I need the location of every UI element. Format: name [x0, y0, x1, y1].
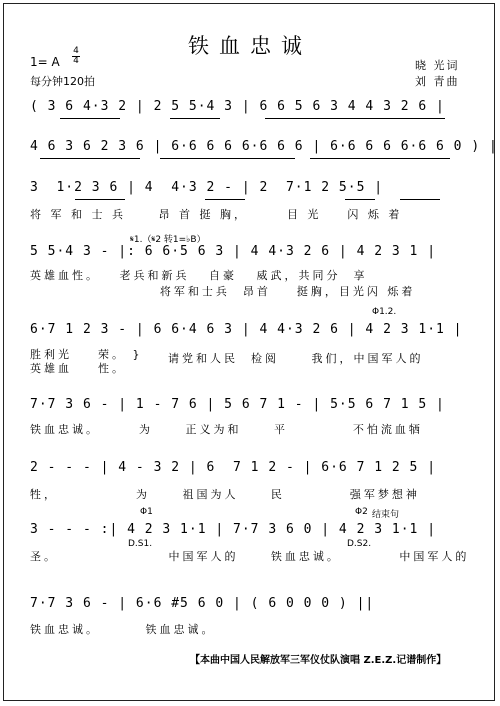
ds1-marking: D.S1.: [128, 539, 153, 549]
composer-credit: 刘 青曲: [415, 75, 460, 88]
beam-line: [310, 158, 450, 159]
beam-line: [265, 118, 445, 119]
time-top: 4: [73, 46, 79, 56]
beam-line: [205, 199, 245, 200]
beam-line: [160, 158, 295, 159]
beam-line: [345, 199, 375, 200]
beam-line: [40, 158, 140, 159]
tempo-marking: 每分钟120拍: [30, 75, 95, 88]
beam-line: [400, 199, 440, 200]
key-signature: 1= A: [30, 55, 60, 69]
lyric-row-7: 牲， 为 祖国为人 民 强军梦想神: [30, 488, 420, 501]
lyric-row-5a: 胜利光 荣。 }: [30, 348, 143, 361]
lyric-row-8: 圣。 中国军人的 铁血忠诚。 中国军人的: [30, 550, 470, 563]
notation-row-1: ( 3 6 4·3 2 | 2 5 5·4 3 | 6 6 5 6 3 4 4 3 2 6 |: [30, 99, 445, 114]
coda-2-marking: Φ2: [355, 507, 368, 517]
notation-row-9: 7·7 3 6 - | 6·6 #5 6 0 | ( 6 0 0 0 ) ||: [30, 596, 375, 611]
notation-row-8: 3 - - - :| 4 2 3 1·1 | 7·7 3 6 0 | 4 2 3 1·1 |: [30, 522, 437, 537]
notation-row-4: 5 5·4 3 - |: 6 6·5 6 3 | 4 4·3 2 6 | 4 2 3 1 |: [30, 244, 437, 259]
notation-row-6: 7·7 3 6 - | 1 - 7 6 | 5 6 7 1 - | 5·5 6 7 1 5 |: [30, 397, 445, 412]
ds2-marking: D.S2.: [347, 539, 372, 549]
lyric-row-4b: 将军和士兵 昂首 挺胸，目光闪 烁着: [30, 285, 416, 298]
beam-line: [60, 118, 120, 119]
lyric-row-3: 将 军 和 士 兵 昂 首 挺 胸， 目 光 闪 烁 着: [30, 208, 403, 221]
end-phrase-marking: 结束句: [372, 510, 400, 520]
beam-line: [75, 199, 125, 200]
footer-note: 【本曲中国人民解放军三军仪仗队演唱 Z.E.Z.记谱制作】: [190, 655, 447, 666]
lyric-row-5b: 英雄血 性。: [30, 362, 126, 375]
notation-row-2: 4 6 3 6 2 3 6 | 6·6 6 6 6·6 6 6 | 6·6 6 6 6·6 6 0 ) |: [30, 139, 498, 154]
song-title: 铁血忠诚: [188, 34, 312, 58]
coda-1-2-marking: Φ1.2.: [372, 307, 397, 317]
time-bottom: 4: [73, 56, 79, 66]
lyric-row-5c: 请党和人民 检阅 我们，中国军人的: [155, 352, 424, 365]
lyric-row-4a: 英雄血性。 老兵和新兵 自豪 威武，共同分 享: [30, 269, 368, 282]
coda-1-marking: Φ1: [140, 507, 153, 517]
time-signature: [72, 47, 80, 66]
notation-row-7: 2 - - - | 4 - 3 2 | 6 7 1 2 - | 6·6 7 1 2 5 |: [30, 460, 437, 475]
beam-line: [170, 118, 220, 119]
notation-row-5: 6·7 1 2 3 - | 6 6·4 6 3 | 4 4·3 2 6 | 4 2 3 1·1 |: [30, 322, 463, 337]
segno-marking: 𝄋1.（𝄋2 转1=♭B）: [130, 235, 206, 245]
lyricist-credit: 晓 光词: [415, 59, 460, 72]
notation-row-3: 3 1·2 3 6 | 4 4·3 2 - | 2 7·1 2 5·5 |: [30, 180, 384, 195]
lyric-row-6: 铁血忠诚。 为 正义为和 平 不怕流血牺: [30, 423, 423, 436]
lyric-row-9: 铁血忠诚。 铁血忠诚。: [30, 623, 216, 636]
